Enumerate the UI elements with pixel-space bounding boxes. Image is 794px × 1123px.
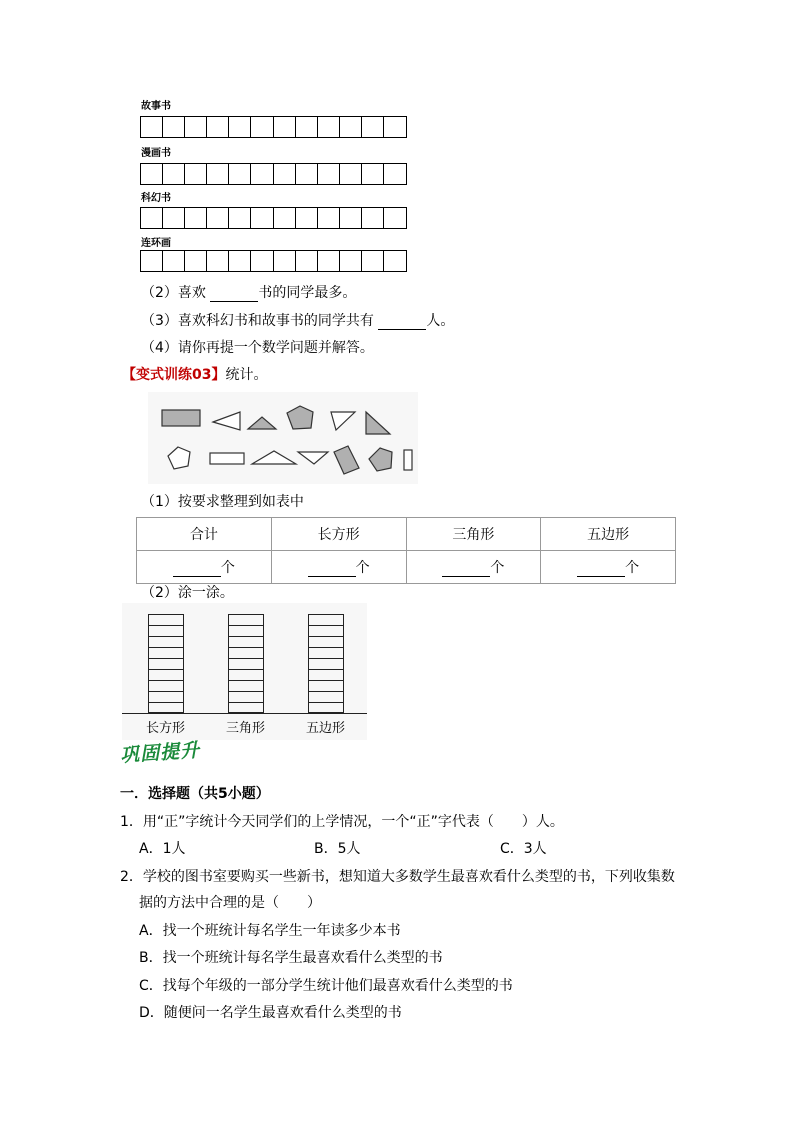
mc-option-b[interactable]: B．5人 bbox=[314, 841, 361, 857]
table-cell: 个 bbox=[137, 551, 272, 584]
tally-cell[interactable] bbox=[163, 117, 185, 137]
tally-cell[interactable] bbox=[141, 117, 163, 137]
table-header: 五边形 bbox=[541, 518, 676, 551]
variant-question-2: （2）涂一涂。 bbox=[141, 585, 234, 601]
baseline bbox=[122, 713, 367, 715]
mc-option-a[interactable]: A．1人 bbox=[139, 841, 186, 857]
tally-cell[interactable] bbox=[229, 117, 251, 137]
tally-cell[interactable] bbox=[318, 117, 340, 137]
tally-cell[interactable] bbox=[229, 164, 251, 184]
answer-blank[interactable] bbox=[577, 562, 625, 577]
tally-cell[interactable] bbox=[274, 164, 296, 184]
tally-label-story: 故事书 bbox=[141, 101, 171, 112]
mc-option-c[interactable]: C．找每个年级的一部分学生统计他们最喜欢看什么类型的书 bbox=[139, 978, 513, 994]
table-cell: 个 bbox=[541, 551, 676, 584]
tally-cell[interactable] bbox=[207, 251, 229, 271]
tally-cell[interactable] bbox=[384, 117, 406, 137]
variant-tag: 【变式训练03】 bbox=[122, 367, 226, 383]
tally-label-picture: 连环画 bbox=[141, 238, 171, 249]
shape-count-table bbox=[136, 517, 676, 584]
tally-cell[interactable] bbox=[274, 251, 296, 271]
bar-label: 三角形 bbox=[226, 721, 266, 736]
tally-cell[interactable] bbox=[251, 164, 273, 184]
tally-cell[interactable] bbox=[340, 164, 362, 184]
tally-cell[interactable] bbox=[207, 164, 229, 184]
section-title: 一．选择题（共5小题） bbox=[120, 786, 270, 802]
bar-label: 长方形 bbox=[146, 721, 186, 736]
tally-cell[interactable] bbox=[141, 164, 163, 184]
tally-cell[interactable] bbox=[185, 251, 207, 271]
table-cell: 个 bbox=[406, 551, 541, 584]
tally-cell[interactable] bbox=[163, 208, 185, 228]
tally-cell[interactable] bbox=[362, 251, 384, 271]
tally-cell[interactable] bbox=[207, 208, 229, 228]
tally-cell[interactable] bbox=[207, 117, 229, 137]
tally-cell[interactable] bbox=[384, 164, 406, 184]
tally-cell[interactable] bbox=[163, 251, 185, 271]
coloring-chart bbox=[122, 603, 367, 740]
answer-blank[interactable] bbox=[378, 315, 426, 330]
tally-cell[interactable] bbox=[340, 117, 362, 137]
tally-cell[interactable] bbox=[296, 117, 318, 137]
tally-cell[interactable] bbox=[185, 117, 207, 137]
mc-option-a[interactable]: A．找一个班统计每名学生一年读多少本书 bbox=[139, 923, 401, 939]
shapes-figure bbox=[148, 392, 418, 484]
tally-grid-scifi bbox=[140, 207, 407, 229]
tally-cell[interactable] bbox=[274, 208, 296, 228]
tally-grid-picture bbox=[140, 250, 407, 272]
mc-option-b[interactable]: B．找一个班统计每名学生最喜欢看什么类型的书 bbox=[139, 950, 443, 966]
section-badge: 巩固提升 bbox=[119, 739, 201, 767]
table-header: 合计 bbox=[137, 518, 272, 551]
tally-cell[interactable] bbox=[362, 117, 384, 137]
tally-grid-comic bbox=[140, 163, 407, 185]
tally-grid-story bbox=[140, 116, 407, 138]
tally-cell[interactable] bbox=[340, 251, 362, 271]
bar-column[interactable] bbox=[308, 614, 344, 713]
tally-label-scifi: 科幻书 bbox=[141, 193, 171, 204]
tally-cell[interactable] bbox=[362, 208, 384, 228]
variant-heading: 【变式训练03】统计。 bbox=[122, 367, 268, 383]
tally-cell[interactable] bbox=[318, 208, 340, 228]
tally-cell[interactable] bbox=[163, 164, 185, 184]
tally-cell[interactable] bbox=[251, 251, 273, 271]
variant-question-1: （1）按要求整理到如表中 bbox=[141, 494, 304, 510]
mc-option-d[interactable]: D．随便问一名学生最喜欢看什么类型的书 bbox=[139, 1005, 402, 1021]
bar-label: 五边形 bbox=[306, 721, 346, 736]
tally-cell[interactable] bbox=[318, 251, 340, 271]
answer-blank[interactable] bbox=[173, 562, 221, 577]
tally-cell[interactable] bbox=[362, 164, 384, 184]
tally-cell[interactable] bbox=[296, 164, 318, 184]
question-2: （2）喜欢 书的同学最多。 bbox=[141, 285, 357, 301]
tally-cell[interactable] bbox=[251, 208, 273, 228]
tally-cell[interactable] bbox=[274, 117, 296, 137]
bar-column[interactable] bbox=[228, 614, 264, 713]
tally-cell[interactable] bbox=[185, 208, 207, 228]
mc-option-c[interactable]: C．3人 bbox=[500, 841, 547, 857]
tally-cell[interactable] bbox=[251, 117, 273, 137]
tally-cell[interactable] bbox=[229, 208, 251, 228]
tally-cell[interactable] bbox=[185, 164, 207, 184]
question-4: （4）请你再提一个数学问题并解答。 bbox=[141, 340, 374, 356]
tally-cell[interactable] bbox=[141, 208, 163, 228]
table-cell: 个 bbox=[271, 551, 406, 584]
tally-label-comic: 漫画书 bbox=[141, 148, 171, 159]
answer-blank[interactable] bbox=[308, 562, 356, 577]
mc-question-2-line2: 据的方法中合理的是（ ） bbox=[139, 895, 321, 911]
tally-cell[interactable] bbox=[296, 208, 318, 228]
tally-cell[interactable] bbox=[340, 208, 362, 228]
mc-question-2-line1: 2．学校的图书室要购买一些新书，想知道大多数学生最喜欢看什么类型的书，下列收集数 bbox=[120, 869, 675, 885]
tally-cell[interactable] bbox=[318, 164, 340, 184]
answer-blank[interactable] bbox=[210, 287, 258, 302]
answer-blank[interactable] bbox=[442, 562, 490, 577]
mc-question-1: 1．用“正”字统计今天同学们的上学情况，一个“正”字代表（ ）人。 bbox=[120, 814, 564, 830]
question-3: （3）喜欢科幻书和故事书的同学共有 人。 bbox=[141, 313, 455, 329]
tally-cell[interactable] bbox=[141, 251, 163, 271]
tally-cell[interactable] bbox=[296, 251, 318, 271]
tally-cell[interactable] bbox=[384, 251, 406, 271]
tally-cell[interactable] bbox=[229, 251, 251, 271]
bar-column[interactable] bbox=[148, 614, 184, 713]
tally-cell[interactable] bbox=[384, 208, 406, 228]
table-header: 三角形 bbox=[406, 518, 541, 551]
table-header: 长方形 bbox=[271, 518, 406, 551]
